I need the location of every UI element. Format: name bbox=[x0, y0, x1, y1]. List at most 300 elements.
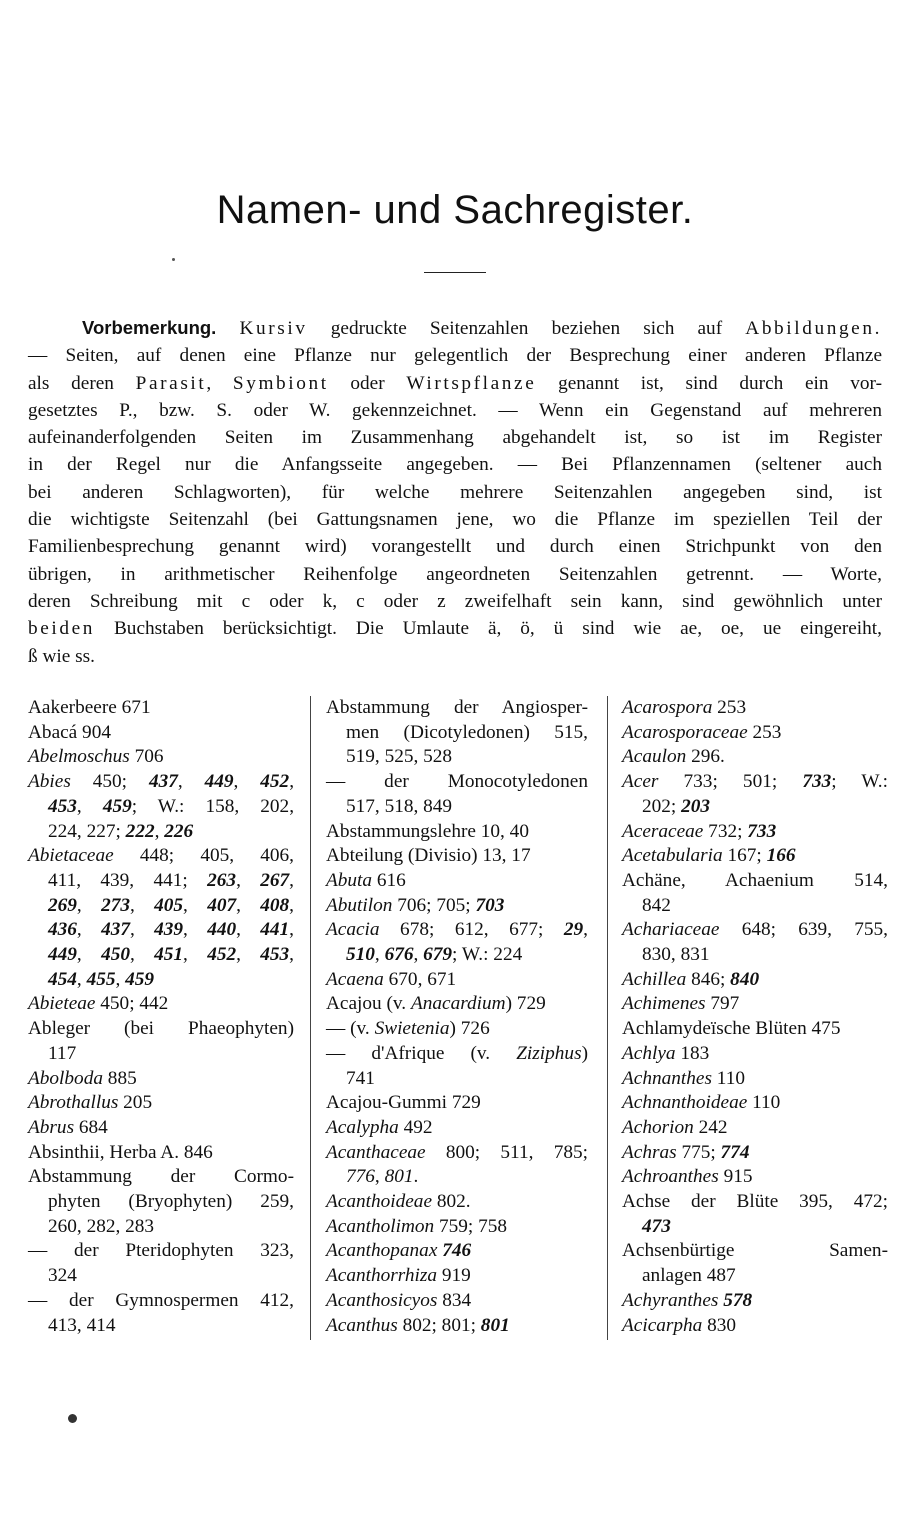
index-entry bbox=[622, 1289, 888, 1314]
text-run: genannt ist, sind durch ein vor- bbox=[536, 372, 882, 394]
text-run: 703 bbox=[475, 894, 505, 916]
entry-line bbox=[622, 1314, 888, 1339]
text-run: Achnanthes bbox=[622, 1067, 712, 1089]
entry-line bbox=[622, 696, 888, 721]
entry-continuation-line bbox=[326, 1067, 588, 1092]
text-run: 166 bbox=[766, 845, 796, 867]
text-run: 267 bbox=[260, 869, 290, 891]
text-run: übrigen, in arithmetischer Reihenfolge angeordneten Seitenzahlen getrennt. — Worte, bbox=[28, 563, 882, 585]
text-run: Achlya bbox=[622, 1042, 676, 1064]
text-run: anlagen 487 bbox=[642, 1265, 736, 1287]
index-entry bbox=[622, 844, 888, 869]
text-run: 492 bbox=[398, 1116, 433, 1138]
preface-line bbox=[28, 643, 882, 670]
entry-line bbox=[28, 1165, 294, 1190]
entry-line bbox=[28, 1239, 294, 1264]
index-columns bbox=[28, 696, 888, 1346]
text-run: Acicarpha bbox=[622, 1314, 703, 1336]
text-run: 830, 831 bbox=[642, 944, 710, 966]
text-run: Abutilon bbox=[326, 894, 393, 916]
text-run: 774 bbox=[720, 1141, 750, 1163]
text-run: ; W.: 224 bbox=[452, 944, 523, 966]
text-run: Acaena bbox=[326, 968, 384, 990]
entry-continuation-line bbox=[622, 1215, 888, 1240]
text-run: Abrothallus bbox=[28, 1092, 119, 1114]
text-run: Acacia bbox=[326, 919, 380, 941]
index-entry bbox=[622, 869, 888, 918]
text-run: , bbox=[115, 968, 126, 990]
text-run: 706 bbox=[129, 746, 164, 768]
entry-line bbox=[28, 992, 294, 1017]
text-run: ; W.: 158, 202, bbox=[131, 795, 295, 817]
text-run: 676 bbox=[384, 944, 414, 966]
text-run: 407 bbox=[207, 894, 237, 916]
entry-continuation-line bbox=[28, 943, 294, 968]
entry-line bbox=[622, 992, 888, 1017]
text-run: 473 bbox=[642, 1215, 671, 1237]
entry-line bbox=[622, 1017, 888, 1042]
preface-paragraph bbox=[28, 314, 882, 670]
entry-continuation-line bbox=[28, 1215, 294, 1240]
index-entry bbox=[326, 1091, 588, 1116]
text-run: 454 bbox=[48, 968, 77, 990]
text-run: aufeinanderfolgenden Seiten im Zusammenhang abgehandelt ist, so ist im Register bbox=[28, 427, 882, 449]
text-run: 202; bbox=[642, 795, 682, 817]
text-run: 733 bbox=[747, 820, 777, 842]
text-run: , bbox=[236, 944, 261, 966]
text-run: , bbox=[289, 869, 294, 891]
text-run: 830 bbox=[702, 1314, 737, 1336]
text-run: Abieteae bbox=[28, 993, 96, 1015]
text-run: , bbox=[183, 894, 208, 916]
preface-line bbox=[28, 451, 882, 478]
index-entry bbox=[28, 844, 294, 992]
index-entry bbox=[28, 1239, 294, 1288]
text-run: bei anderen Schlagworten), für welche mehrere Seitenzahlen angegeben sind, ist bbox=[28, 481, 882, 503]
text-run: 324 bbox=[48, 1265, 77, 1287]
text-run: 801 bbox=[384, 1166, 414, 1188]
entry-line bbox=[622, 1116, 888, 1141]
preface-line bbox=[28, 533, 882, 560]
index-entry bbox=[326, 1141, 588, 1190]
entry-continuation-line bbox=[28, 968, 294, 993]
index-entry bbox=[622, 1314, 888, 1339]
text-run: 450 bbox=[101, 944, 130, 966]
text-run: Achnanthoideae bbox=[622, 1092, 748, 1114]
preface-line bbox=[28, 479, 882, 506]
text-run: Achäne, Achaenium 514, bbox=[622, 869, 888, 891]
text-run: 670, 671 bbox=[383, 968, 457, 990]
index-entry bbox=[28, 770, 294, 844]
text-run: 915 bbox=[718, 1166, 753, 1188]
text-run: Acanthoideae bbox=[326, 1191, 433, 1213]
entry-line bbox=[622, 1239, 888, 1264]
text-run: 741 bbox=[346, 1067, 375, 1089]
index-entry bbox=[326, 1190, 588, 1215]
text-run: oder bbox=[328, 372, 407, 394]
text-run: 253 bbox=[712, 697, 747, 718]
entry-line bbox=[28, 1116, 294, 1141]
preface-line bbox=[28, 506, 882, 533]
entry-line bbox=[326, 1042, 588, 1067]
text-run: Abstammungslehre 10, 40 bbox=[326, 820, 529, 842]
entry-line bbox=[326, 1314, 588, 1339]
text-run: 452 bbox=[260, 771, 290, 793]
preface-line bbox=[28, 370, 882, 397]
text-run: 834 bbox=[437, 1289, 472, 1311]
text-run: Aakerbeere 671 bbox=[28, 697, 151, 718]
text-run: , bbox=[76, 894, 102, 916]
text-run: 450; 442 bbox=[95, 993, 169, 1015]
text-run: 242 bbox=[693, 1116, 728, 1138]
index-entry bbox=[622, 968, 888, 993]
entry-line bbox=[28, 1141, 294, 1166]
text-run: 519, 525, 528 bbox=[346, 746, 453, 768]
text-run: , bbox=[76, 944, 102, 966]
index-entry bbox=[28, 1091, 294, 1116]
text-run: Abolboda bbox=[28, 1067, 103, 1089]
entry-line bbox=[28, 770, 294, 795]
text-run: 885 bbox=[102, 1067, 137, 1089]
text-run: , bbox=[374, 1166, 385, 1188]
text-run: 222 bbox=[125, 820, 155, 842]
speck-mark bbox=[172, 258, 175, 261]
index-entry bbox=[28, 745, 294, 770]
index-entry bbox=[326, 1239, 588, 1264]
text-run: 450; bbox=[70, 771, 149, 793]
entry-continuation-line bbox=[28, 820, 294, 845]
text-run: , bbox=[413, 944, 424, 966]
text-run: Abietaceae bbox=[28, 845, 114, 867]
preface-line bbox=[28, 588, 882, 615]
column-divider bbox=[310, 696, 311, 1340]
text-run: Achariaceae bbox=[622, 919, 720, 941]
index-entry bbox=[622, 918, 888, 967]
text-run: 746 bbox=[442, 1240, 472, 1262]
text-run: 110 bbox=[747, 1092, 781, 1114]
entry-line bbox=[326, 844, 588, 869]
text-run: beiden bbox=[28, 618, 95, 640]
index-entry bbox=[326, 1042, 588, 1091]
index-entry bbox=[28, 1141, 294, 1166]
text-run: 775; bbox=[676, 1141, 721, 1163]
index-entry bbox=[326, 1116, 588, 1141]
text-run: 459 bbox=[102, 795, 132, 817]
entry-continuation-line bbox=[326, 795, 588, 820]
preface-line bbox=[28, 314, 882, 342]
text-run: — der Gymnospermen 412, bbox=[28, 1289, 294, 1311]
entry-line bbox=[28, 696, 294, 721]
text-run: 226 bbox=[164, 820, 194, 842]
entry-line bbox=[622, 968, 888, 993]
text-run: Achillea bbox=[622, 968, 687, 990]
entry-line bbox=[326, 1264, 588, 1289]
index-entry bbox=[326, 844, 588, 869]
text-run: 759; 758 bbox=[434, 1215, 508, 1237]
index-column-1 bbox=[28, 696, 294, 1338]
index-entry bbox=[326, 968, 588, 993]
index-entry bbox=[28, 1017, 294, 1066]
index-entry bbox=[28, 1116, 294, 1141]
index-entry bbox=[326, 869, 588, 894]
text-run: 437 bbox=[148, 771, 178, 793]
text-run: Achroanthes bbox=[622, 1166, 719, 1188]
entry-line bbox=[622, 1141, 888, 1166]
text-run: 840 bbox=[730, 968, 760, 990]
entry-line bbox=[622, 1042, 888, 1067]
index-entry bbox=[326, 1314, 588, 1339]
text-run: Acarospora bbox=[622, 697, 713, 718]
preface-line bbox=[28, 615, 882, 642]
text-run: 205 bbox=[118, 1092, 153, 1114]
entry-line bbox=[326, 1190, 588, 1215]
text-run: 919 bbox=[437, 1265, 471, 1287]
entry-line bbox=[326, 1091, 588, 1116]
index-entry bbox=[326, 696, 588, 770]
text-run: , bbox=[236, 919, 261, 941]
text-run: 224, 227; bbox=[48, 820, 126, 842]
entry-line bbox=[622, 844, 888, 869]
text-run: 510 bbox=[346, 944, 375, 966]
index-entry bbox=[326, 992, 588, 1017]
text-run: Familienbesprechung genannt wird) vorangestellt und durch einen Strichpunkt von den bbox=[28, 536, 882, 558]
text-run: 733 bbox=[802, 771, 832, 793]
text-run: , bbox=[289, 919, 294, 941]
text-run: 436 bbox=[48, 919, 77, 941]
text-run: 678; 612, 677; bbox=[379, 919, 564, 941]
text-run: Abstammung der Cormo- bbox=[28, 1166, 294, 1188]
text-run: Abuta bbox=[326, 869, 373, 891]
index-entry bbox=[28, 1067, 294, 1092]
text-run: Achse der Blüte 395, 472; bbox=[622, 1191, 888, 1213]
text-run: Absinthii, Herba A. 846 bbox=[28, 1141, 213, 1163]
index-entry bbox=[28, 1165, 294, 1239]
text-run: 411, 439, 441; bbox=[48, 869, 208, 891]
text-run: — der Monocotyledonen bbox=[326, 771, 588, 793]
text-run: 296. bbox=[686, 746, 725, 768]
entry-continuation-line bbox=[28, 918, 294, 943]
text-run: men (Dicotyledonen) 515, bbox=[346, 721, 588, 743]
text-run: Achsenbürtige Samen- bbox=[622, 1240, 888, 1262]
text-run: Abacá 904 bbox=[28, 721, 111, 743]
text-run: Achlamydeïsche Blüten 475 bbox=[622, 1018, 841, 1040]
text-run: gedruckte Seitenzahlen beziehen sich auf bbox=[307, 318, 746, 339]
text-run: , bbox=[236, 894, 261, 916]
index-entry bbox=[622, 1116, 888, 1141]
index-entry bbox=[28, 1289, 294, 1338]
text-run: Achimenes bbox=[622, 993, 706, 1015]
entry-line bbox=[28, 1067, 294, 1092]
text-run: 437 bbox=[101, 919, 130, 941]
column-divider bbox=[607, 696, 608, 1340]
index-entry bbox=[622, 1190, 888, 1239]
text-run: 648; 639, 755, bbox=[719, 919, 888, 941]
index-entry bbox=[622, 820, 888, 845]
entry-line bbox=[622, 745, 888, 770]
text-run: ) bbox=[581, 1042, 588, 1064]
text-run: 453 bbox=[260, 944, 290, 966]
text-run: Abies bbox=[28, 771, 71, 793]
entry-line bbox=[622, 1165, 888, 1190]
text-run: 797 bbox=[705, 993, 740, 1015]
entry-line bbox=[622, 820, 888, 845]
entry-line bbox=[326, 869, 588, 894]
text-run: 732; bbox=[703, 820, 748, 842]
text-run: , bbox=[183, 919, 208, 941]
text-run: , bbox=[76, 795, 103, 817]
text-run: Abrus bbox=[28, 1116, 75, 1138]
text-run: 452 bbox=[207, 944, 237, 966]
text-run: 776 bbox=[346, 1166, 375, 1188]
entry-continuation-line bbox=[28, 1042, 294, 1067]
text-run: 183 bbox=[675, 1042, 710, 1064]
entry-line bbox=[622, 1289, 888, 1314]
entry-continuation-line bbox=[622, 894, 888, 919]
text-run: 203 bbox=[681, 795, 711, 817]
text-run: 684 bbox=[74, 1116, 108, 1138]
text-run: , bbox=[233, 771, 261, 793]
text-run: Acaulon bbox=[622, 746, 687, 768]
text-run: — Seiten, auf denen eine Pflanze nur gelegentlich der Besprechung einer anderen Pflanze bbox=[28, 345, 882, 367]
text-run: 269 bbox=[48, 894, 77, 916]
entry-line bbox=[28, 1091, 294, 1116]
entry-line bbox=[326, 968, 588, 993]
text-run: , bbox=[129, 919, 155, 941]
text-run: 616 bbox=[372, 869, 406, 891]
text-run: 253 bbox=[747, 721, 782, 743]
text-run: 440 bbox=[207, 919, 237, 941]
text-run: 846; bbox=[686, 968, 731, 990]
text-run: , bbox=[289, 944, 294, 966]
text-run: Abstammung der Angiosper- bbox=[326, 697, 588, 718]
text-run: , bbox=[289, 894, 294, 916]
text-run: ; W.: bbox=[831, 771, 888, 793]
text-run: 405 bbox=[154, 894, 184, 916]
text-run: Achras bbox=[622, 1141, 677, 1163]
text-run: Abelmoschus bbox=[28, 746, 130, 768]
text-run: , bbox=[76, 919, 102, 941]
text-run: 802; 801; bbox=[397, 1314, 481, 1336]
index-entry bbox=[622, 1017, 888, 1042]
entry-line bbox=[28, 745, 294, 770]
text-run: 455 bbox=[86, 968, 116, 990]
text-run: Acanthaceae bbox=[326, 1141, 426, 1163]
text-run: 578 bbox=[723, 1289, 753, 1311]
entry-line bbox=[622, 770, 888, 795]
text-run: Acalypha bbox=[326, 1116, 399, 1138]
index-entry bbox=[326, 1017, 588, 1042]
text-run: 29 bbox=[563, 919, 584, 941]
entry-line bbox=[28, 1289, 294, 1314]
text-run: 441 bbox=[260, 919, 290, 941]
text-run: gesetztes P., bzw. S. oder W. gekennzeichnet. — Wenn ein Gegenstand auf mehreren bbox=[28, 399, 882, 421]
text-run: 449 bbox=[48, 944, 77, 966]
text-run: , bbox=[289, 771, 295, 793]
title-rule bbox=[424, 272, 486, 273]
text-run: , bbox=[76, 968, 87, 990]
entry-continuation-line bbox=[326, 943, 588, 968]
entry-continuation-line bbox=[622, 943, 888, 968]
entry-line bbox=[28, 721, 294, 746]
entry-continuation-line bbox=[326, 745, 588, 770]
entry-line bbox=[622, 721, 888, 746]
text-run: 167; bbox=[722, 845, 767, 867]
text-run: 448; 405, 406, bbox=[113, 845, 294, 867]
text-run: 801 bbox=[480, 1314, 510, 1336]
entry-continuation-line bbox=[622, 795, 888, 820]
text-run: 802. bbox=[432, 1191, 471, 1213]
index-entry bbox=[326, 770, 588, 819]
text-run: Parasit bbox=[135, 372, 207, 394]
text-run: 800; 511, 785; bbox=[425, 1141, 588, 1163]
text-run: 449 bbox=[204, 771, 234, 793]
text-run: 439 bbox=[154, 919, 184, 941]
index-entry bbox=[622, 1141, 888, 1166]
entry-continuation-line bbox=[326, 1165, 588, 1190]
text-run: Anacardium bbox=[410, 993, 506, 1015]
text-run: Acantholimon bbox=[326, 1215, 435, 1237]
text-run: Acanthorrhiza bbox=[326, 1265, 438, 1287]
entry-line bbox=[326, 1017, 588, 1042]
text-run: 273 bbox=[101, 894, 130, 916]
text-run: 117 bbox=[48, 1042, 77, 1064]
index-entry bbox=[28, 992, 294, 1017]
text-run: , bbox=[206, 372, 233, 394]
entry-line bbox=[326, 894, 588, 919]
entry-continuation-line bbox=[28, 1190, 294, 1215]
text-run: , bbox=[583, 919, 588, 941]
text-run: ) 729 bbox=[505, 993, 546, 1015]
text-run: die wichtigste Seitenzahl (bei Gattungsnamen jene, wo die Pflanze im speziellen Teil der bbox=[28, 509, 882, 531]
text-run: , bbox=[374, 944, 385, 966]
text-run bbox=[216, 318, 239, 339]
text-run: Wirtspflanze bbox=[406, 372, 537, 394]
text-run: Ziziphus bbox=[516, 1042, 582, 1064]
preface-line bbox=[28, 342, 882, 369]
index-entry bbox=[622, 1042, 888, 1067]
text-run: 459 bbox=[125, 968, 155, 990]
index-entry bbox=[326, 820, 588, 845]
text-run: 679 bbox=[423, 944, 453, 966]
text-run: 453 bbox=[48, 795, 77, 817]
entry-line bbox=[622, 1190, 888, 1215]
text-run: Abteilung (Divisio) 13, 17 bbox=[326, 845, 531, 867]
text-run: Acanthosicyos bbox=[326, 1289, 438, 1311]
index-entry bbox=[622, 721, 888, 746]
text-run: . bbox=[413, 1166, 419, 1188]
text-run: phyten (Bryophyten) 259, bbox=[48, 1191, 294, 1213]
text-run: Acanthopanax bbox=[326, 1240, 438, 1262]
text-run: Acajou-Gummi 729 bbox=[326, 1092, 481, 1114]
text-run: Vorbemerkung. bbox=[82, 317, 217, 338]
text-run: 260, 282, 283 bbox=[48, 1215, 155, 1237]
text-run: Symbiont bbox=[232, 372, 329, 394]
text-run: Kursiv bbox=[239, 318, 308, 339]
text-run: Acarosporaceae bbox=[622, 721, 748, 743]
text-run: deren Schreibung mit c oder k, c oder z zweifelhaft sein kann, sind gewöhnlich unter bbox=[28, 590, 882, 612]
page-title: Namen- und Sachregister. bbox=[216, 188, 694, 232]
entry-line bbox=[326, 1141, 588, 1166]
index-entry bbox=[622, 1165, 888, 1190]
entry-line bbox=[622, 1091, 888, 1116]
text-run: 706; 705; bbox=[392, 894, 476, 916]
text-run: 408 bbox=[260, 894, 290, 916]
entry-line bbox=[28, 844, 294, 869]
entry-line bbox=[326, 1116, 588, 1141]
entry-continuation-line bbox=[28, 795, 294, 820]
entry-line bbox=[622, 869, 888, 894]
text-run: Achyranthes bbox=[622, 1289, 719, 1311]
